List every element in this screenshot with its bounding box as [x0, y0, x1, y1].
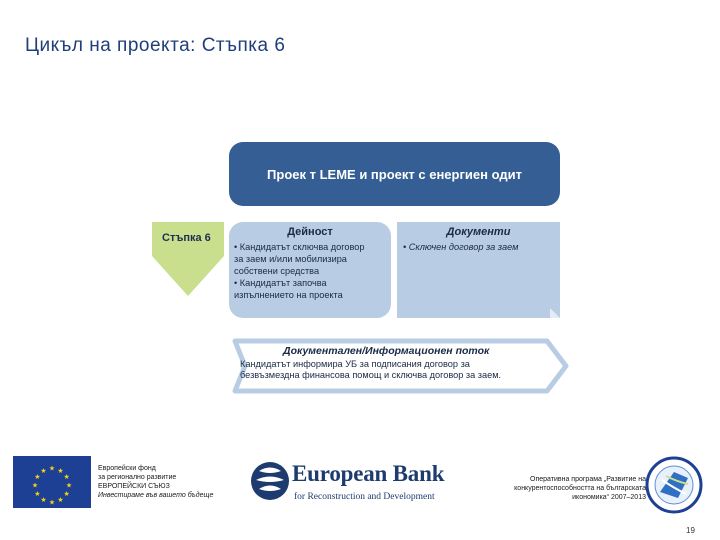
flow-title: Документален/Информационен поток — [283, 345, 490, 357]
svg-text:★: ★ — [40, 466, 47, 475]
activity-line: собствени средства — [234, 266, 320, 276]
eu-line: Европейски фонд — [98, 465, 156, 472]
activity-text — [234, 241, 387, 301]
ebrd-logo-icon — [250, 460, 290, 502]
programme-emblem-icon — [644, 454, 704, 520]
documents-line: • Сключен договор за заем — [403, 242, 519, 252]
activity-line: за заем и/или мобилизира — [234, 254, 347, 264]
eu-line: за регионално развитие — [98, 474, 177, 481]
page-title: Цикъл на проекта: Стъпка 6 — [25, 35, 286, 56]
svg-text:★: ★ — [34, 490, 41, 498]
eu-line: ЕВРОПЕЙСКИ СЪЮЗ — [98, 483, 170, 490]
documents-text — [403, 241, 556, 253]
svg-text:★: ★ — [57, 466, 64, 475]
operational-programme-text — [474, 475, 646, 502]
step-label: Стъпка 6 — [162, 232, 211, 244]
project-header-label: Проек т LEME и проект с енергиен одит — [267, 166, 522, 182]
project-header-box — [229, 142, 560, 206]
flow-line: безвъзмездна финансова помощ и сключва договор за заем. — [240, 370, 502, 380]
eu-fund-text — [98, 464, 213, 500]
svg-text:★: ★ — [31, 481, 39, 490]
documents-title: Документи — [446, 226, 511, 238]
folded-corner — [550, 308, 560, 318]
svg-text:★: ★ — [34, 472, 41, 481]
ebrd-name: European Bank — [292, 461, 445, 486]
documents-box — [397, 222, 560, 318]
svg-text:★: ★ — [48, 498, 56, 507]
svg-text:★: ★ — [63, 472, 70, 481]
activity-line: изпълнението на проекта — [234, 290, 343, 300]
eu-flag-icon — [13, 456, 91, 508]
svg-text:★: ★ — [40, 496, 47, 505]
flow-line: Кандидатът информира УБ за подписания договор за — [240, 359, 470, 369]
op-line: Оперативна програма „Развитие на — [530, 476, 646, 483]
ebrd-subtitle: for Reconstruction and Development — [294, 492, 435, 502]
svg-text:★: ★ — [57, 496, 64, 505]
svg-text:★: ★ — [65, 481, 73, 490]
activity-box — [229, 222, 391, 318]
activity-title: Дейност — [287, 226, 333, 238]
page-number: 19 — [686, 526, 695, 535]
svg-text:★: ★ — [63, 490, 70, 498]
activity-line: • Кандидатът сключва договор — [234, 242, 365, 252]
flow-text — [240, 359, 540, 381]
op-line: икономика“ 2007–2013 — [572, 494, 646, 501]
op-line: конкурентоспособността на българската — [514, 485, 646, 492]
activity-line: • Кандидатът започва — [234, 278, 327, 288]
svg-text:★: ★ — [48, 464, 56, 473]
eu-line: Инвестираме във вашето бъдеще — [98, 492, 214, 499]
